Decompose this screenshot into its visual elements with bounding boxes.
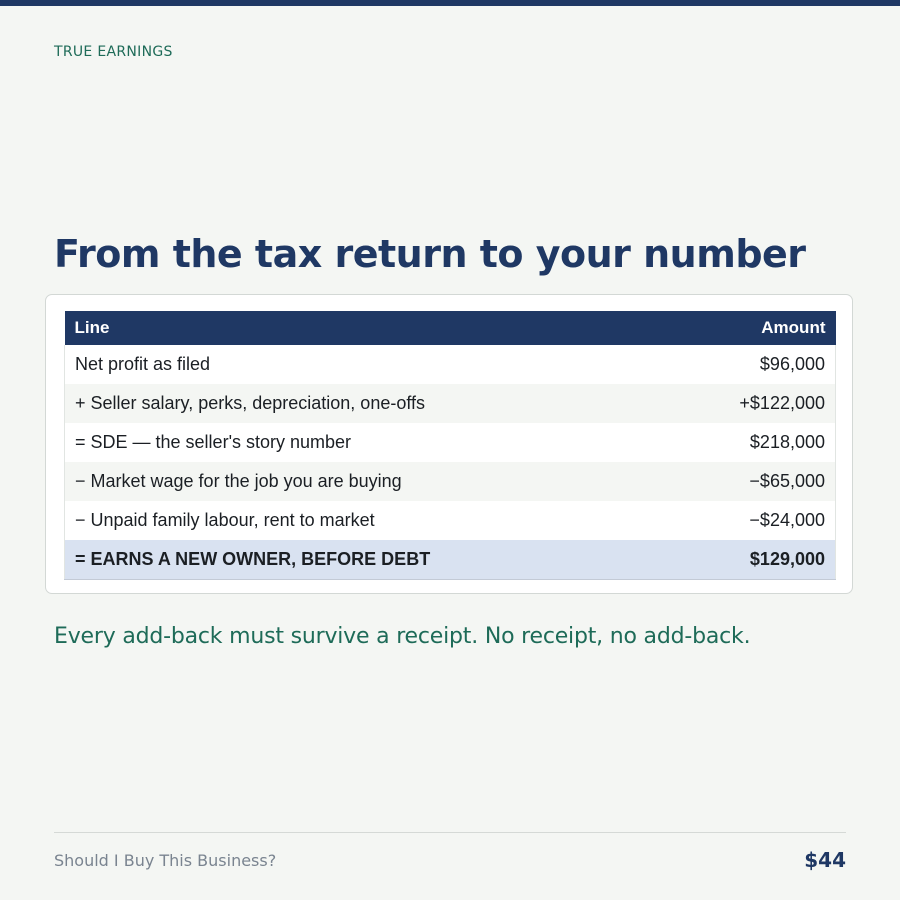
table-row — [65, 501, 836, 540]
table-card — [45, 294, 853, 594]
column-header-amount: Amount — [665, 311, 835, 345]
table-row — [65, 345, 836, 384]
table-total-row — [65, 540, 836, 580]
row-line-label: = SDE — the seller's story number — [65, 423, 666, 462]
top-accent-bar — [0, 0, 900, 6]
total-amount: $129,000 — [665, 540, 835, 580]
row-amount: $218,000 — [665, 423, 835, 462]
callout-text: Every add-back must survive a receipt. No receipt, no add-back. — [54, 624, 751, 649]
row-amount: −$65,000 — [665, 462, 835, 501]
row-line-label: − Unpaid family labour, rent to market — [65, 501, 666, 540]
row-line-label: + Seller salary, perks, depreciation, one-offs — [65, 384, 666, 423]
earnings-table — [64, 311, 836, 580]
section-kicker: TRUE EARNINGS — [54, 44, 173, 60]
table-header-row — [65, 311, 836, 345]
table-row — [65, 423, 836, 462]
row-amount: +$122,000 — [665, 384, 835, 423]
footer-book-title: Should I Buy This Business? — [54, 851, 277, 870]
row-amount: $96,000 — [665, 345, 835, 384]
column-header-line: Line — [65, 311, 666, 345]
row-line-label: Net profit as filed — [65, 345, 666, 384]
row-line-label: − Market wage for the job you are buying — [65, 462, 666, 501]
page-title: From the tax return to your number — [54, 232, 806, 276]
footer-divider — [54, 832, 846, 833]
footer-price: $44 — [804, 848, 846, 872]
table-row — [65, 384, 836, 423]
table-row — [65, 462, 836, 501]
total-line-label: = EARNS A NEW OWNER, BEFORE DEBT — [65, 540, 666, 580]
row-amount: −$24,000 — [665, 501, 835, 540]
